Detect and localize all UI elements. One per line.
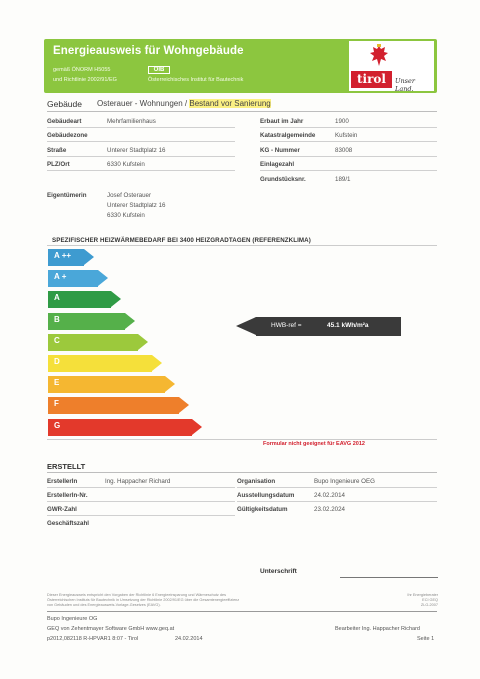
divider xyxy=(260,127,437,128)
energy-class-arrow-tip xyxy=(125,313,135,329)
footer-date: 24.02.2014 xyxy=(175,636,203,642)
building-state-highlight: Bestand vor Sanierung xyxy=(189,99,271,108)
energy-advisor-stamp xyxy=(388,593,438,608)
erstellt-row-gueltigkeitsdatum xyxy=(237,506,345,513)
energy-class-letter: F xyxy=(54,399,59,409)
footer-code: p2012,082118 R-HPVAR1 8:07 - Tirol xyxy=(47,636,139,642)
footer-company: Bupo Ingenieure OG xyxy=(47,616,98,622)
signature-label: Unterschrift xyxy=(260,568,297,575)
field-value: Bupo Ingenieure OEG xyxy=(314,478,375,485)
erstellt-row-ausstellungsdatum xyxy=(237,492,345,499)
energy-class-bar xyxy=(48,376,165,393)
divider xyxy=(260,156,437,157)
footer-software: GEQ von Zehentmayer Software GmbH www.geq.at xyxy=(47,626,175,632)
energy-class-letter: D xyxy=(54,357,60,366)
energy-class-g xyxy=(48,419,202,436)
tirol-wordmark: tirol xyxy=(351,71,392,88)
energy-class-e xyxy=(48,376,175,393)
energy-class-arrow-tip xyxy=(165,376,175,392)
hwb-label: HWB-ref = xyxy=(271,322,302,329)
oib-institute-name: Österreichisches Institut für Bautechnik xyxy=(148,77,244,83)
energy-class-arrow-tip xyxy=(111,291,121,307)
divider xyxy=(237,487,437,488)
field-value: Ing. Happacher Richard xyxy=(105,478,171,485)
field-label: Geschäftszahl xyxy=(47,520,89,527)
erstellt-row-erstellerin-nr xyxy=(47,492,88,499)
divider xyxy=(237,501,437,502)
divider xyxy=(47,156,235,157)
field-label: ErstellerIn xyxy=(47,478,78,485)
certificate-header xyxy=(44,39,437,93)
building-row-plz-ort xyxy=(47,161,145,168)
tirol-slogan: Unser Land. xyxy=(395,77,415,93)
divider xyxy=(47,515,235,516)
owner-block xyxy=(47,192,87,199)
energy-class-letter: A ++ xyxy=(54,251,72,260)
field-label: Organisation xyxy=(237,478,276,485)
energy-class-arrow-tip xyxy=(138,334,148,350)
divider xyxy=(47,472,437,473)
tirol-eagle-icon xyxy=(369,44,389,68)
energy-class-arrow-tip xyxy=(152,355,162,371)
building-row-katastralgemeinde xyxy=(260,132,358,139)
hwb-indicator-arrow xyxy=(236,317,401,336)
hwb-section-title: SPEZIFISCHER HEIZWÄRMEBEDARF BEI 3400 HEIZGRADTAGEN (REFERENZKLIMA) xyxy=(52,237,311,244)
divider xyxy=(47,487,235,488)
field-label: GWR-Zahl xyxy=(47,506,77,513)
erstellt-row-erstellerin xyxy=(47,478,171,485)
field-label: Katastralgemeinde xyxy=(260,132,316,139)
norm-reference: gemäß ÖNORM H5055 xyxy=(53,67,111,73)
building-row-gebaeudeart xyxy=(47,118,156,125)
field-label: KG - Nummer xyxy=(260,147,300,154)
energy-class-letter: A + xyxy=(54,272,67,282)
energy-class-d xyxy=(48,355,162,372)
oib-logo: OIB xyxy=(148,66,170,74)
owner-name: Josef Osterauer xyxy=(107,192,152,199)
erstellt-title: ERSTELLT xyxy=(47,462,86,471)
erstellt-row-gwr-zahl xyxy=(47,506,77,513)
energy-class-a xyxy=(48,291,121,308)
energy-class-arrow-tip xyxy=(192,419,202,435)
directive-reference: und Richtlinie 2002/91/EG xyxy=(53,77,117,83)
divider xyxy=(260,170,437,171)
field-value: Unterer Stadtplatz 16 xyxy=(107,147,166,154)
energy-class-bar xyxy=(48,419,192,436)
footer-bearbeiter: Bearbeiter Ing. Happacher Richard xyxy=(335,626,420,632)
divider xyxy=(47,501,235,502)
field-label: Erbaut im Jahr xyxy=(260,118,304,125)
field-label: Gebäudeart xyxy=(47,118,82,125)
building-title-row xyxy=(47,99,437,112)
stamp-line-3: ZLG-2007 xyxy=(420,603,438,607)
energy-class-f xyxy=(48,397,189,414)
field-value: 1900 xyxy=(335,118,349,125)
energy-class-c xyxy=(48,334,148,351)
legal-line-3: von Gebäuden und des Energieausweis-Vorlage-Gesetzes (EAVG). xyxy=(47,603,161,607)
legal-line-2: Österreichischen Instituts für Bautechnik in Umsetzung der Richtlinie 2002/91/EG über die Gesamtenergieeffizienz xyxy=(47,598,240,602)
building-row-grundstuecksnr xyxy=(260,176,351,183)
field-label: Gültigkeitsdatum xyxy=(237,506,288,513)
energy-class-letter: B xyxy=(54,314,60,324)
field-label: ErstellerIn-Nr. xyxy=(47,492,88,499)
owner-street: Unterer Stadtplatz 16 xyxy=(107,202,166,209)
owner-label: Eigentümerin xyxy=(47,192,87,199)
field-value: Mehrfamilienhaus xyxy=(107,118,156,125)
formular-note: Formular nicht geeignet für EAVG 2012 xyxy=(263,441,365,447)
footer-page-number: Seite 1 xyxy=(417,636,435,642)
energy-class-letter: C xyxy=(54,335,60,345)
energy-class-letter: A xyxy=(54,293,60,303)
energy-class-letter: E xyxy=(54,378,60,388)
field-value: 189/1 xyxy=(335,176,351,183)
owner-city: 6330 Kufstein xyxy=(107,212,145,219)
field-label: Ausstellungsdatum xyxy=(237,492,295,499)
hwb-value: 45.1 kWh/m²a xyxy=(327,322,369,329)
energy-class-arrow-tip xyxy=(179,397,189,413)
building-row-einlagezahl xyxy=(260,161,294,168)
building-name xyxy=(97,99,271,108)
divider xyxy=(47,170,235,171)
field-value: 83008 xyxy=(335,147,353,154)
energy-class-bar xyxy=(48,334,138,351)
energy-class-bar xyxy=(48,355,152,372)
field-label: Einlagezahl xyxy=(260,161,295,168)
certificate-title: Energieausweis für Wohngebäude xyxy=(53,45,244,57)
stamp-line-1: Ihr Energieberater xyxy=(407,593,438,597)
building-name-text: Osterauer - Wohnungen / xyxy=(97,99,190,108)
field-label: Grundstücksnr. xyxy=(260,176,306,183)
energy-class-arrow-tip xyxy=(84,249,94,265)
field-label: PLZ/Ort xyxy=(47,161,70,168)
footer-divider xyxy=(47,611,437,612)
divider xyxy=(47,141,235,142)
building-row-kg-nummer xyxy=(260,147,353,154)
divider xyxy=(260,141,437,142)
erstellt-row-geschaeftszahl xyxy=(47,520,89,527)
hwb-arrow-tip xyxy=(236,317,256,335)
stamp-line-2: ECI GEQ xyxy=(422,598,438,602)
building-row-gebaeudezone xyxy=(47,132,88,139)
building-row-strasse xyxy=(47,147,166,154)
field-value: 6330 Kufstein xyxy=(107,161,145,168)
energy-class-bar xyxy=(48,397,179,414)
erstellt-row-organisation xyxy=(237,478,375,485)
signature-line xyxy=(340,577,438,578)
field-value: 24.02.2014 xyxy=(314,492,345,499)
tirol-logo xyxy=(349,41,434,91)
legal-text xyxy=(47,593,337,608)
field-label: Straße xyxy=(47,147,67,154)
energy-class-letter: G xyxy=(54,420,61,430)
field-value: 23.02.2024 xyxy=(314,506,345,513)
divider xyxy=(47,127,235,128)
building-label: Gebäude xyxy=(47,99,82,109)
energy-class-arrow-tip xyxy=(98,270,108,286)
energy-class-aplusplus xyxy=(48,249,94,266)
energy-class-b xyxy=(48,313,135,330)
building-row-erbaut xyxy=(260,118,349,125)
legal-line-1: Dieser Energieausweis entspricht den Vorgaben der Richtlinie 6 Energieeinsparung und Wärmeschutz des xyxy=(47,593,226,597)
field-label: Gebäudezone xyxy=(47,132,88,139)
energy-class-aplus xyxy=(48,270,108,287)
field-value: Kufstein xyxy=(335,132,358,139)
